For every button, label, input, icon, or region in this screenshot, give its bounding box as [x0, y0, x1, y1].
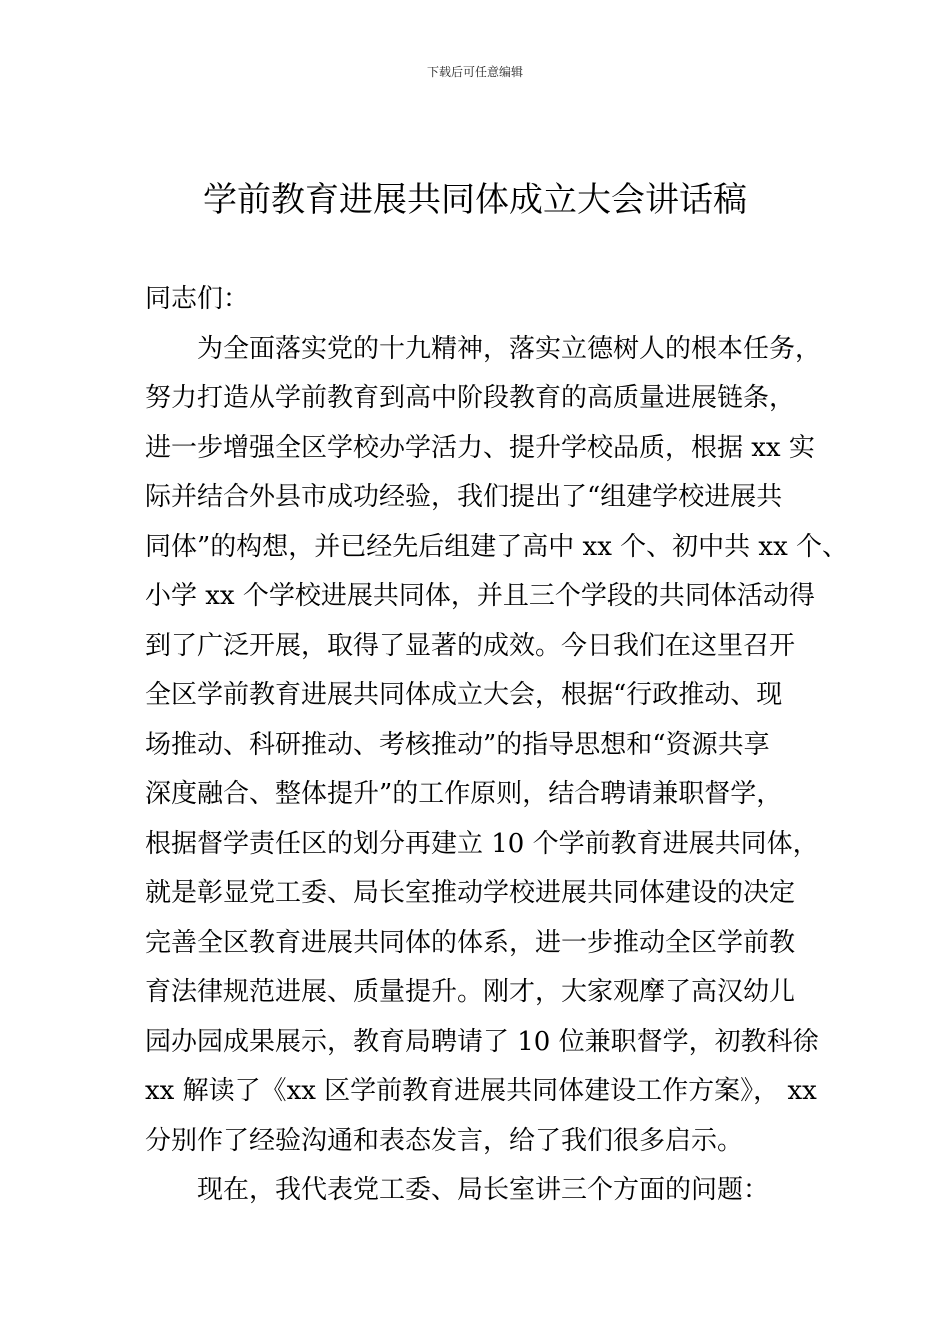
paragraph-1 — [145, 325, 849, 1167]
paragraph-line: 园办园成果展示，教育局聘请了 10 位兼职督学，初教科徐 — [145, 1026, 819, 1057]
paragraph-line: 育法律规范进展、质量提升。刚才，大家观摩了高汉幼儿 — [145, 977, 796, 1007]
paragraph-line: 完善全区教育进展共同体的体系，进一步推动全区学前教 — [145, 927, 796, 958]
salutation: 同志们： — [145, 284, 250, 314]
paragraph-line: 分别作了经验沟通和表态发言，给了我们很多启示。 — [145, 1125, 744, 1156]
paragraph-line: 现在，我代表党工委、局长室讲三个方面的问题： — [197, 1175, 770, 1205]
paragraph-line: 根据督学责任区的划分再建立 10 个学前教育进展共同体， — [145, 828, 819, 859]
paragraph-line: xx 解读了《xx 区学前教育进展共同体建设工作方案》， xx — [145, 1076, 817, 1106]
paragraph-line: 同体”的构想，并已经先后组建了高中 xx 个、初中共 xx 个、 — [145, 531, 849, 562]
document-title: 学前教育进展共同体成立大会讲话稿 — [203, 180, 747, 220]
document-body — [145, 275, 849, 1216]
paragraph-line: 到了广泛开展，取得了显著的成效。今日我们在这里召开 — [145, 630, 796, 661]
paragraph-line: 深度融合、整体提升”的工作原则，结合聘请兼职督学， — [145, 779, 783, 809]
paragraph-line: 场推动、科研推动、考核推动”的指导思想和“资源共享 — [145, 729, 770, 760]
paragraph-line: 全区学前教育进展共同体成立大会，根据“行政推动、现 — [145, 680, 783, 710]
paragraph-line: 为全面落实党的十九精神，落实立德树人的根本任务， — [197, 333, 822, 364]
paragraph-2 — [145, 1166, 845, 1216]
paragraph-line: 进一步增强全区学校办学活力、提升学校品质，根据 xx 实 — [145, 432, 815, 463]
page-header-note: 下载后可任意编辑 — [426, 65, 523, 79]
paragraph-line: 际并结合外县市成功经验，我们提出了“组建学校进展共 — [145, 482, 783, 512]
paragraph-line: 就是彰显党工委、局长室推动学校进展共同体建设的决定 — [145, 878, 796, 908]
paragraph-line: 努力打造从学前教育到高中阶段教育的高质量进展链条， — [145, 383, 796, 413]
paragraph-line: 小学 xx 个学校进展共同体，并且三个学段的共同体活动得 — [145, 581, 815, 611]
